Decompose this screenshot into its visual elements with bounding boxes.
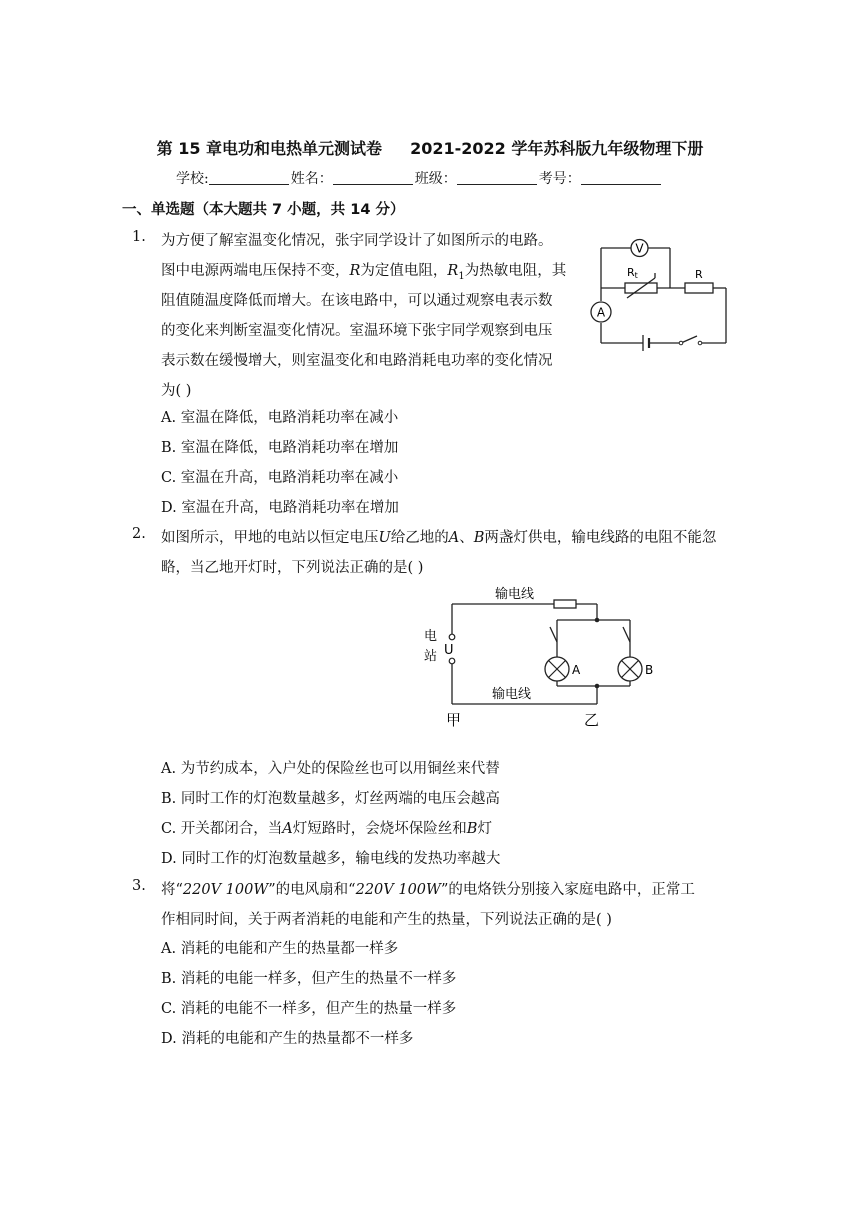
name-blank[interactable] [333, 170, 413, 185]
option-c[interactable]: C. 开关都闭合，当A灯短路时，会烧坏保险丝和B灯 [161, 821, 492, 837]
option-a[interactable]: A. 消耗的电能和产生的热量都一样多 [161, 941, 399, 957]
option-c[interactable]: C. 室温在升高，电路消耗功率在减小 [161, 470, 399, 486]
school-label: 学校: [176, 171, 209, 187]
circuit-diagram-1 [585, 228, 735, 358]
station-label-2: 站 [424, 649, 438, 664]
title-main: 第 15 章电功和电热单元测试卷 [156, 139, 383, 158]
name-label: 姓名： [290, 171, 333, 187]
station-label-1: 电 [424, 629, 438, 644]
option-b[interactable]: B. 同时工作的灯泡数量越多，灯丝两端的电压会越高 [161, 791, 500, 807]
option-b[interactable]: B. 室温在降低，电路消耗功率在增加 [161, 440, 399, 456]
question-number: 3. [132, 878, 146, 894]
exam-no-blank[interactable] [581, 170, 661, 185]
option-c[interactable]: C. 消耗的电能不一样多，但产生的热量一样多 [161, 1001, 457, 1017]
lamp-a-icon [545, 657, 569, 681]
question-text: 略，当乙地开灯时，下列说法正确的是( ) [161, 560, 424, 576]
exam-no-label: 考号： [538, 171, 581, 187]
question-text: 作相同时间，关于两者消耗的电能和产生的热量，下列说法正确的是( ) [161, 912, 612, 928]
option-d[interactable]: D. 同时工作的灯泡数量越多，输电线的发热功率越大 [161, 851, 501, 867]
voltage-label: U [444, 643, 454, 658]
option-a[interactable]: A. 室温在降低，电路消耗功率在减小 [161, 410, 399, 426]
wire-label-top: 输电线 [495, 587, 535, 602]
svg-text:V: V [635, 241, 644, 256]
thermistor-label: Rt [627, 266, 638, 280]
question-text: 如图所示，甲地的电站以恒定电压U给乙地的A、B两盏灯供电，输电线路的电阻不能忽 [161, 530, 717, 546]
location-yi: 乙 [584, 711, 600, 729]
wire-label-bottom: 输电线 [492, 687, 532, 702]
school-blank[interactable] [209, 170, 289, 185]
svg-text:A: A [596, 305, 606, 320]
question-number: 2. [132, 526, 146, 542]
option-a[interactable]: A. 为节约成本，入户处的保险丝也可以用铜丝来代替 [161, 761, 500, 777]
class-blank[interactable] [457, 170, 537, 185]
lamp-b-label: B [645, 663, 654, 677]
question-text: 表示数在缓慢增大，则室温变化和电路消耗电功率的变化情况 [161, 353, 553, 369]
location-jia: 甲 [446, 711, 462, 729]
student-info-line [176, 168, 663, 188]
question-text: 图中电源两端电压保持不变，R为定值电阻，$R_1$为热敏电阻，其 [161, 263, 567, 282]
question-number: 1. [132, 229, 146, 245]
question-text: 的变化来判断室温变化情况。室温环境下张宇同学观察到电压 [161, 323, 553, 339]
option-d[interactable]: D. 消耗的电能和产生的热量都不一样多 [161, 1031, 414, 1047]
option-b[interactable]: B. 消耗的电能一样多，但产生的热量不一样多 [161, 971, 457, 987]
lamp-a-label: A [572, 663, 581, 677]
circuit-diagram-2 [420, 582, 665, 730]
question-text: 为( ) [161, 383, 192, 399]
title-sub: 2021-2022 学年苏科版九年级物理下册 [410, 139, 704, 158]
page-title [0, 136, 860, 159]
section-heading: 一、单选题（本大题共 7 小题，共 14 分） [122, 202, 405, 218]
option-d[interactable]: D. 室温在升高，电路消耗功率在增加 [161, 500, 399, 516]
question-text: 阻值随温度降低而增大。在该电路中，可以通过观察电表示数 [161, 293, 553, 309]
class-label: 班级： [414, 171, 457, 187]
resistor-label: R [695, 268, 703, 281]
question-text: 为方便了解室温变化情况，张宇同学设计了如图所示的电路。 [161, 233, 553, 249]
lamp-b-icon [618, 657, 642, 681]
question-text: 将“220V 100W”的电风扇和“220V 100W”的电烙铁分别接入家庭电路中，正常工 [161, 882, 695, 898]
